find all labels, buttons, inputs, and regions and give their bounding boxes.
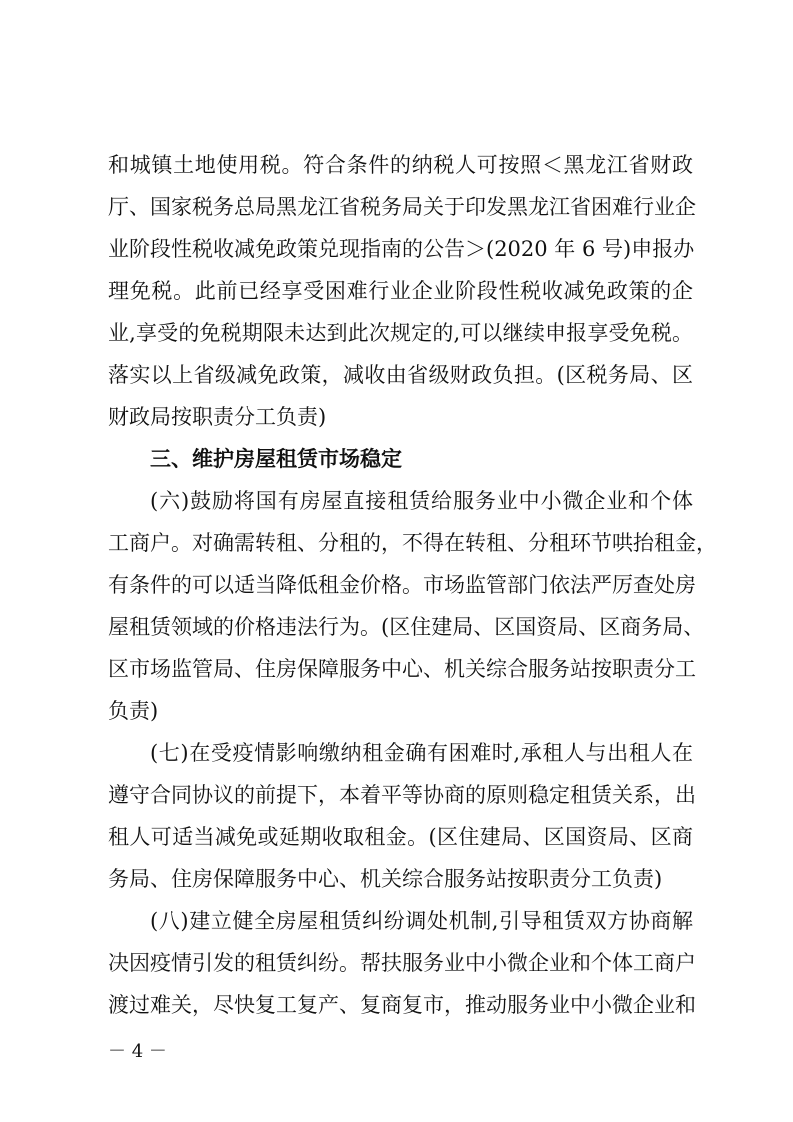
page-number: － 4 － <box>108 1041 167 1062</box>
paragraph-6-line-3: 有条件的可以适当降低租金价格。市场监管部门依法严厉查处房 <box>108 573 696 597</box>
paragraph-8-line-2: 决因疫情引发的租赁纠纷。帮扶服务业中小微企业和个体工商户 <box>108 951 696 975</box>
paragraph-1-line-1: 和城镇土地使用税。符合条件的纳税人可按照＜黑龙江省财政 <box>108 153 693 177</box>
paragraph-6-line-5: 区市场监管局、住房保障服务中心、机关综合服务站按职责分工 <box>108 657 696 681</box>
paragraph-7-line-3: 租人可适当减免或延期收取租金。(区住建局、区国资局、区商 <box>108 825 693 849</box>
paragraph-1-line-5: 业,享受的免税期限未达到此次规定的,可以继续申报享受免税。 <box>108 321 693 345</box>
paragraph-1-line-2: 厅、国家税务总局黑龙江省税务局关于印发黑龙江省困难行业企 <box>108 195 696 219</box>
paragraph-8-line-1: (八)建立健全房屋租赁纠纷调处机制,引导租赁双方协商解 <box>150 909 693 933</box>
paragraph-6-line-4: 屋租赁领域的价格违法行为。(区住建局、区国资局、区商务局、 <box>108 615 705 639</box>
paragraph-1-line-6: 落实以上省级减免政策，减收由省级财政负担。(区税务局、区 <box>108 363 693 387</box>
paragraph-6-line-1: (六)鼓励将国有房屋直接租赁给服务业中小微企业和个体 <box>150 489 693 513</box>
paragraph-7-line-4: 务局、住房保障服务中心、机关综合服务站按职责分工负责) <box>108 867 663 891</box>
paragraph-7-line-2: 遵守合同协议的前提下，本着平等协商的原则稳定租赁关系，出 <box>108 783 696 807</box>
paragraph-1-line-7: 财政局按职责分工负责) <box>108 405 327 429</box>
section-heading: 三、维护房屋租赁市场稳定 <box>150 447 402 471</box>
paragraph-1-line-3: 业阶段性税收减免政策兑现指南的公告＞(2020 年 6 号)申报办 <box>108 237 695 261</box>
paragraph-6-line-2: 工商户。对确需转租、分租的，不得在转租、分租环节哄抬租金， <box>108 531 717 555</box>
paragraph-1-line-4: 理免税。此前已经享受困难行业企业阶段性税收减免政策的企 <box>108 279 693 303</box>
paragraph-6-line-6: 负责) <box>108 699 159 723</box>
paragraph-8-line-3: 渡过难关，尽快复工复产、复商复市，推动服务业中小微企业和 <box>108 993 696 1017</box>
paragraph-7-line-1: (七)在受疫情影响缴纳租金确有困难时,承租人与出租人在 <box>150 741 693 765</box>
